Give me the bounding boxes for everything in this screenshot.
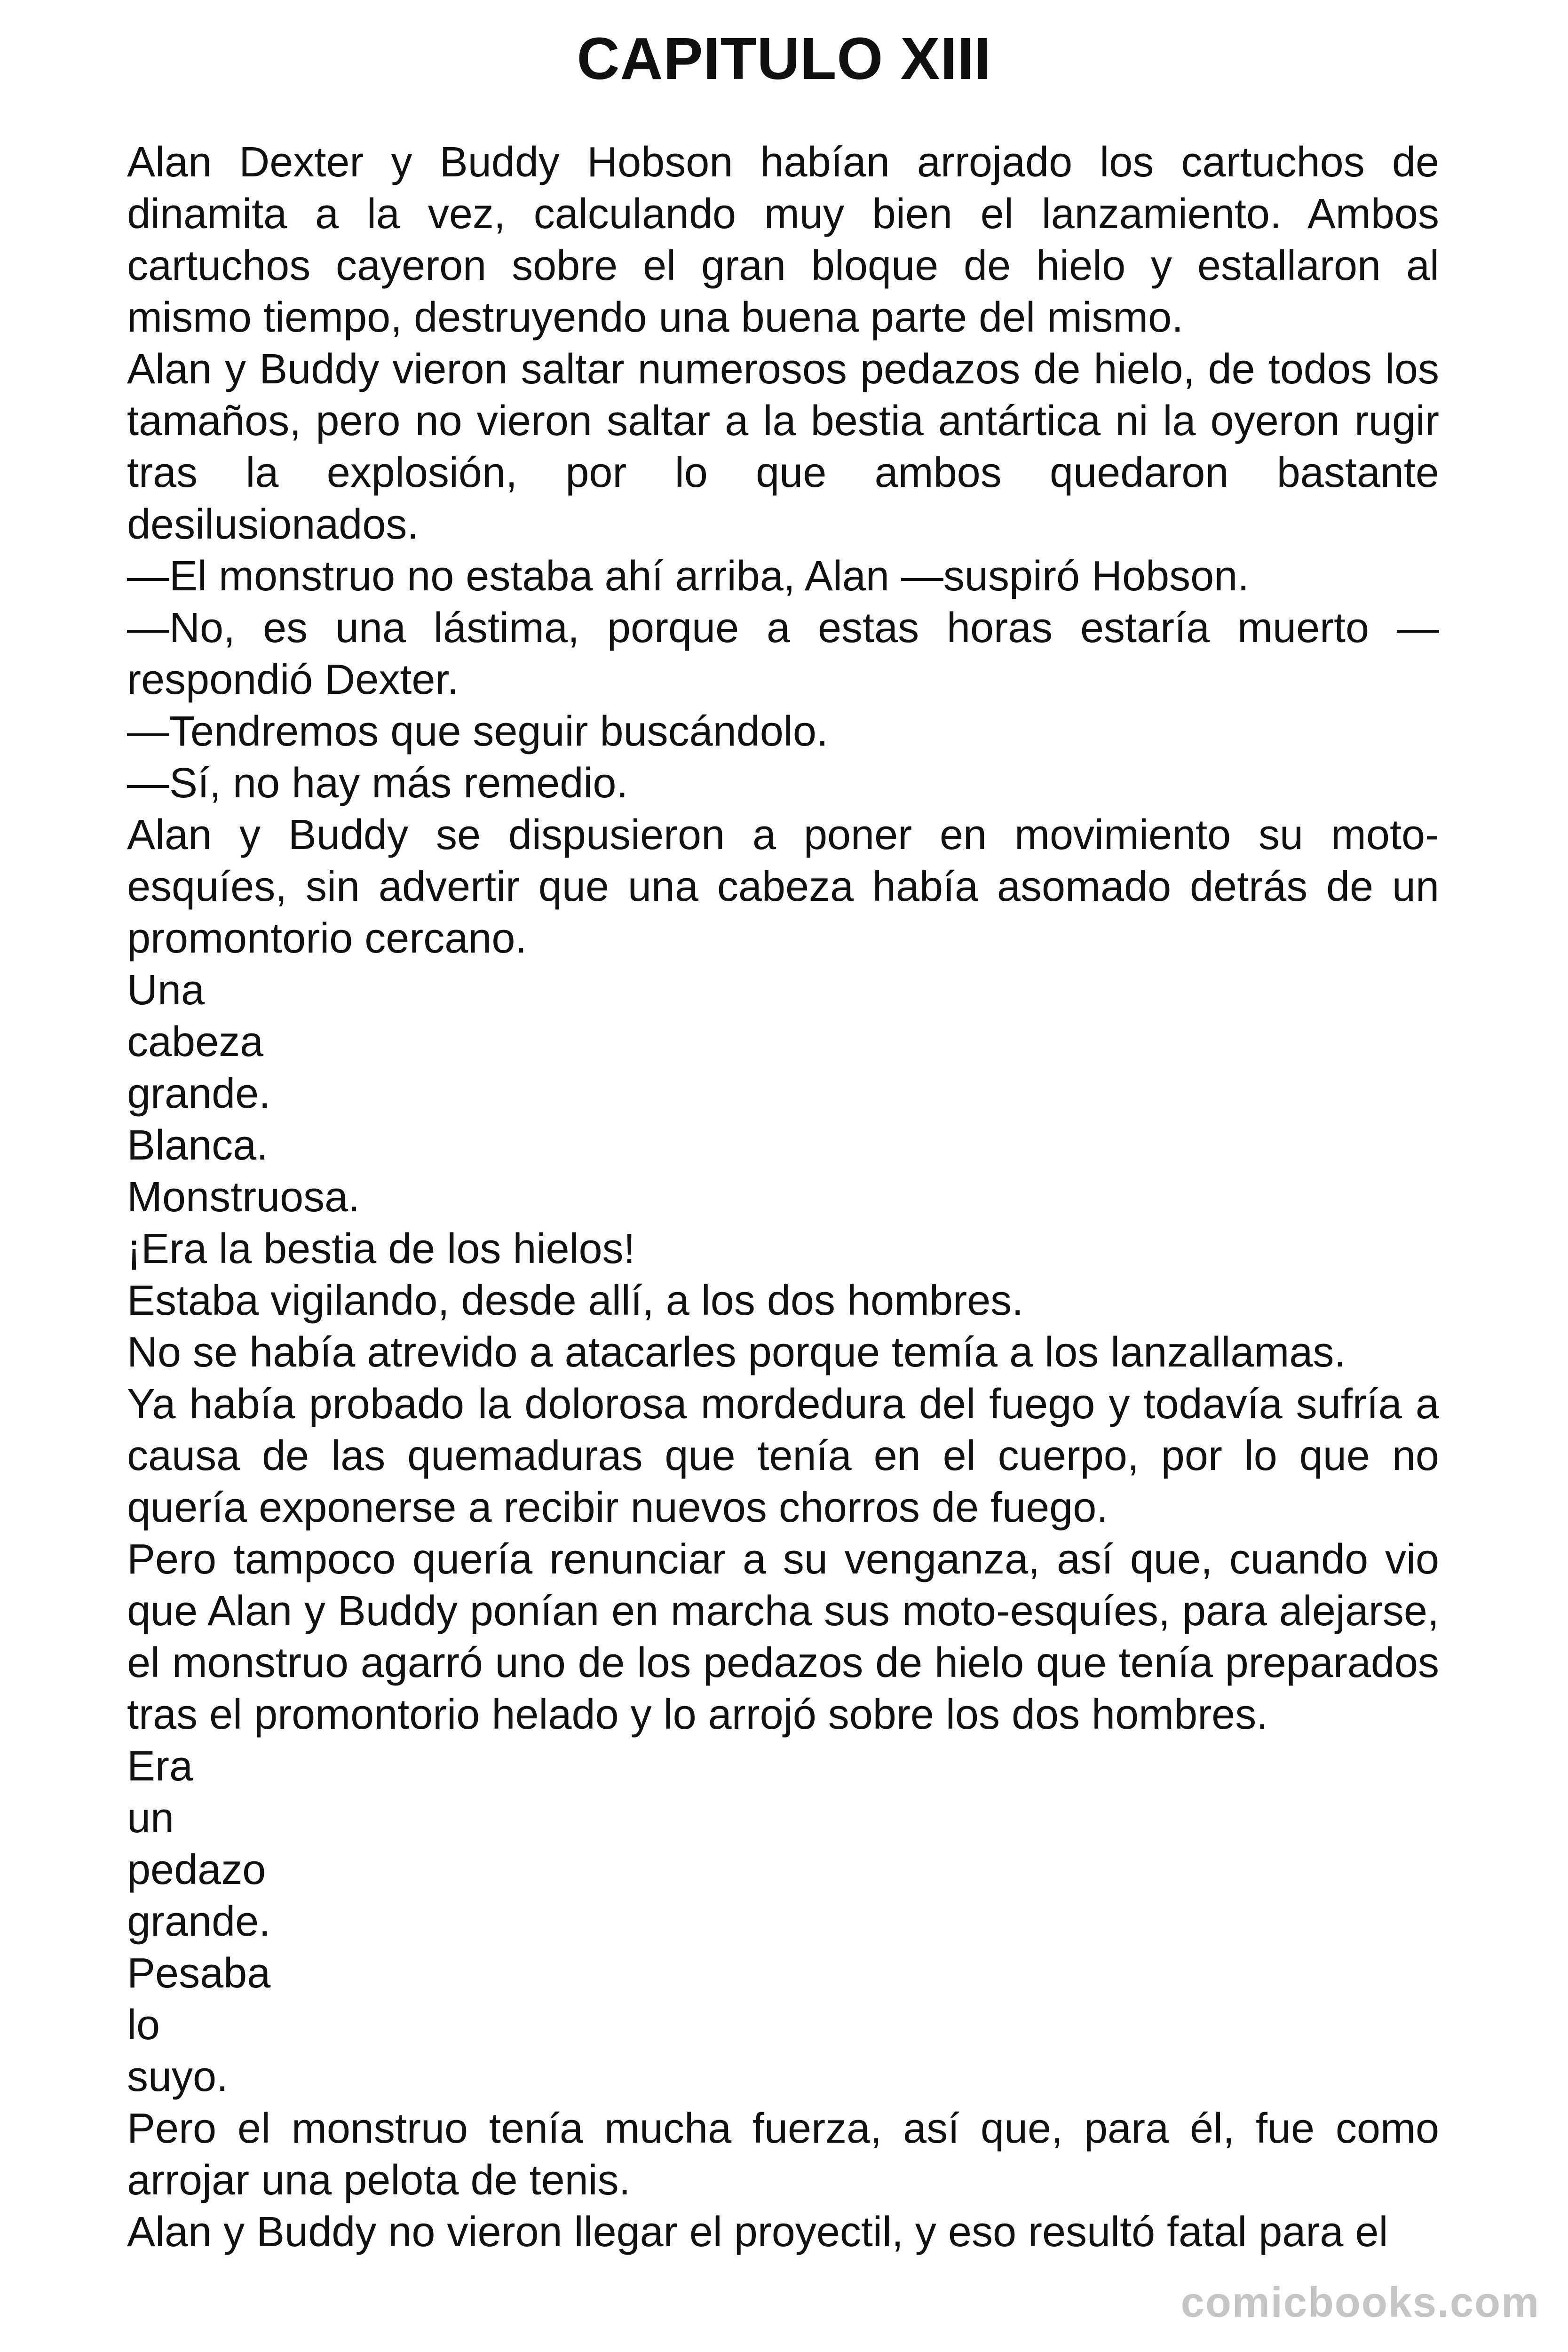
paragraph: Ya había probado la dolorosa mordedura del fuego y todavía sufría a causa de las quemaduras que tenía en el cuerpo, por lo que no quería exponerse a recibir nuevos chorros de fuego. <box>127 1381 1439 1531</box>
paragraph: No se había atrevido a atacarles porque temía a los lanzallamas. <box>127 1329 1346 1376</box>
chapter-title: CAPITULO XIII <box>577 25 991 92</box>
paragraph: Estaba vigilando, desde allí, a los dos hombres. <box>127 1277 1024 1324</box>
paragraph: Era <box>127 1743 193 1790</box>
paragraph: Una <box>127 967 205 1014</box>
paragraph: —Tendremos que seguir buscándolo. <box>127 708 828 755</box>
paragraph: Pero el monstruo tenía mucha fuerza, así que, para él, fue como arrojar una pelota de tenis. <box>127 2105 1439 2204</box>
paragraph: —Sí, no hay más remedio. <box>127 760 628 807</box>
paragraph: pedazo <box>127 1846 266 1893</box>
paragraph: Monstruosa. <box>127 1174 360 1221</box>
paragraph: Blanca. <box>127 1122 269 1169</box>
paragraph: suyo. <box>127 2053 229 2100</box>
paragraph: Alan y Buddy no vieron llegar el proyectil, y eso resultó fatal para el <box>127 2209 1388 2256</box>
paragraph: Alan Dexter y Buddy Hobson habían arrojado los cartuchos de dinamita a la vez, calculando muy bien el lanzamiento. Ambos cartuchos cayeron sobre el gran bloque de hielo y estallaron al mismo tiempo, destruyendo una buena parte del mismo. <box>127 139 1439 341</box>
paragraph: Pero tampoco quería renunciar a su venganza, así que, cuando vio que Alan y Buddy ponían en marcha sus moto-esquíes, para alejarse, el monstruo agarró uno de los pedazos de hielo que tenía preparados tras el promontorio helado y lo arrojó sobre los dos hombres. <box>127 1536 1439 1738</box>
paragraph: Alan y Buddy vieron saltar numerosos pedazos de hielo, de todos los tamaños, pero no vieron saltar a la bestia antártica ni la oyeron rugir tras la explosión, por lo que ambos quedaron bastante desilusionados. <box>127 346 1439 548</box>
paragraph: —El monstruo no estaba ahí arriba, Alan —suspiró Hobson. <box>127 553 1250 600</box>
paragraph: cabeza <box>127 1018 264 1065</box>
paragraph: ¡Era la bestia de los hielos! <box>127 1225 635 1272</box>
paragraph: Pesaba <box>127 1950 271 1997</box>
body-text <box>127 136 1439 2258</box>
paragraph: grande. <box>127 1070 271 1117</box>
paragraph: Alan y Buddy se dispusieron a poner en movimiento su moto-esquíes, sin advertir que una cabeza había asomado detrás de un promontorio cercano. <box>127 811 1439 962</box>
paragraph: grande. <box>127 1898 271 1945</box>
watermark: comicbooks.com <box>1180 2279 1540 2326</box>
paragraph: lo <box>127 2002 160 2049</box>
paragraph: —No, es una lástima, porque a estas horas estaría muerto —respondió Dexter. <box>127 604 1439 703</box>
paragraph: un <box>127 1795 174 1842</box>
